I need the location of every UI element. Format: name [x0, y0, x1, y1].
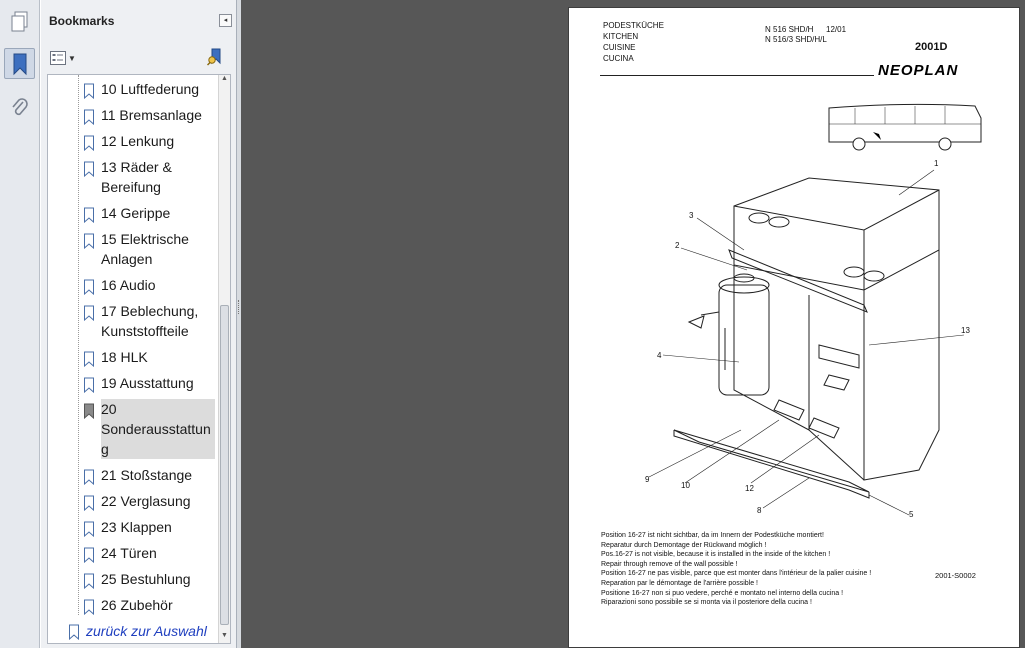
- drawing-number: 2001-S0002: [935, 571, 976, 580]
- callout-8: 8: [757, 506, 762, 515]
- pages-panel-button[interactable]: [4, 6, 35, 37]
- header-title-de: PODESTKÜCHE: [603, 21, 664, 30]
- bookmark-label: 18 HLK: [101, 349, 148, 365]
- splitter-grip: [238, 300, 240, 314]
- bookmark-item[interactable]: [82, 399, 220, 459]
- note-line: Positione 16-27 non si puo vedere, perché e montato nel interno della cucina !: [601, 589, 844, 597]
- bookmarks-icon: [11, 52, 29, 76]
- callout-9: 9: [645, 475, 650, 484]
- notes-block: [601, 531, 921, 608]
- bookmark-item[interactable]: [82, 569, 220, 589]
- header-title-it: CUCINA: [603, 54, 634, 63]
- header-date: 12/01: [826, 25, 847, 34]
- bookmark-label: 21 Stoßstange: [101, 467, 193, 483]
- bookmark-item[interactable]: [82, 347, 220, 367]
- bookmark-icon: [82, 279, 96, 295]
- back-to-selection-link[interactable]: [68, 621, 207, 641]
- options-dropdown-button[interactable]: [50, 50, 76, 66]
- bookmark-item[interactable]: [82, 157, 220, 197]
- bookmark-label: 26 Zubehör: [101, 597, 173, 613]
- bookmark-icon: [68, 624, 80, 640]
- callout-2: 2: [675, 241, 680, 250]
- note-line: Reparation par le démontage de l'arrière possible !: [601, 579, 758, 587]
- scroll-up-icon[interactable]: ▲: [221, 75, 228, 82]
- bookmarks-panel: [41, 0, 237, 648]
- bookmark-item[interactable]: [82, 229, 220, 269]
- note-line: Position 16-27 ne pas visible, parce que est monter dans l'intérieur de la palier cuisine !: [601, 570, 872, 578]
- note-line: Position 16-27 ist nicht sichtbar, da im Innern der Podestküche montiert!: [601, 532, 824, 539]
- bookmark-label: 11 Bremsanlage: [101, 107, 202, 123]
- document-viewer[interactable]: [241, 0, 1025, 648]
- bookmark-icon: [82, 161, 96, 177]
- header-title-block: [603, 20, 664, 64]
- header-rule: [600, 75, 874, 76]
- note-line: Riparazioni sono possibile se si monta via il posteriore della cucina !: [601, 599, 812, 607]
- bookmark-icon: [82, 135, 96, 151]
- callout-13: 13: [961, 326, 970, 335]
- bookmark-label: 14 Gerippe: [101, 205, 171, 221]
- header-title-en: KITCHEN: [603, 32, 639, 41]
- bookmark-icon: [82, 495, 96, 511]
- note-line: Repair through remove of the wall possible !: [601, 560, 738, 568]
- bookmark-label: 12 Lenkung: [101, 133, 175, 149]
- header-title-fr: CUISINE: [603, 43, 636, 52]
- scroll-down-icon[interactable]: ▼: [221, 632, 228, 639]
- note-line: Reparatur durch Demontage der Rückwand möglich !: [601, 541, 767, 549]
- bookmark-label: 15 Elektrische Anlagen: [101, 231, 189, 267]
- attachments-panel-button[interactable]: [4, 92, 35, 123]
- bookmarks-panel-button[interactable]: [4, 48, 35, 79]
- bookmark-label: 22 Verglasung: [101, 493, 191, 509]
- bookmark-icon: [82, 109, 96, 125]
- bookmark-label: 23 Klappen: [101, 519, 172, 535]
- bookmarks-toolbar: [41, 44, 237, 72]
- neoplan-logo: NEOPLAN: [878, 62, 959, 79]
- bookmark-icon: [82, 573, 96, 589]
- scroll-thumb[interactable]: [220, 305, 229, 625]
- bookmark-tree[interactable]: [47, 74, 231, 644]
- bookmark-item[interactable]: [82, 203, 220, 223]
- navigation-pane-strip: [0, 0, 40, 648]
- back-link-label: zurück zur Auswahl: [86, 623, 207, 639]
- bookmark-item[interactable]: [82, 105, 220, 125]
- find-bookmark-button[interactable]: [207, 48, 225, 66]
- bookmark-item[interactable]: [82, 491, 220, 511]
- bookmark-item[interactable]: [82, 517, 220, 537]
- bookmark-label: 16 Audio: [101, 277, 156, 293]
- model-line-1: N 516 SHD/H: [765, 25, 814, 34]
- collapse-panel-button[interactable]: ◂: [219, 14, 232, 27]
- bookmark-label: 17 Beblechung, Kunststoffteile: [101, 303, 199, 339]
- bookmark-icon: [82, 83, 96, 99]
- callout-4: 4: [657, 351, 662, 360]
- bookmark-icon: [82, 547, 96, 563]
- bookmark-label: 20 Sonderausstattung: [101, 399, 215, 459]
- model-line-2: N 516/3 SHD/H/L: [765, 35, 827, 44]
- kitchen-technical-drawing: [629, 100, 989, 520]
- countertop: [734, 178, 939, 290]
- find-bookmark-icon: [207, 48, 225, 66]
- list-options-icon: [50, 51, 66, 65]
- tree-guide-line: [78, 75, 79, 615]
- callout-12: 12: [745, 484, 754, 493]
- bookmarks-scrollbar[interactable]: [218, 75, 230, 643]
- note-line: Pos.16-27 is not visible, because it is installed in the inside of the kitchen !: [601, 551, 831, 559]
- bookmark-item[interactable]: [82, 595, 220, 615]
- bookmark-label: 25 Bestuhlung: [101, 571, 191, 587]
- bookmark-icon: [82, 305, 96, 321]
- bookmark-label: 24 Türen: [101, 545, 157, 561]
- bookmark-icon: [82, 351, 96, 367]
- callout-3: 3: [689, 211, 694, 220]
- bookmark-icon: [82, 521, 96, 537]
- bookmark-icon: [82, 377, 96, 393]
- boiler: [719, 285, 769, 395]
- bookmark-item[interactable]: [82, 275, 220, 295]
- bookmark-item[interactable]: [82, 543, 220, 563]
- bookmark-icon: [82, 403, 96, 419]
- callout-5: 5: [909, 510, 914, 519]
- header-models: [765, 25, 827, 45]
- bookmark-icon: [82, 469, 96, 485]
- bookmark-icon: [82, 233, 96, 249]
- bookmark-label: 13 Räder & Bereifung: [101, 159, 172, 195]
- panel-title: Bookmarks: [49, 14, 115, 28]
- bookmark-label: 19 Ausstattung: [101, 375, 194, 391]
- bookmark-item[interactable]: [82, 301, 220, 341]
- bookmarks-header: [41, 0, 237, 42]
- bookmark-item[interactable]: [82, 465, 220, 485]
- bookmark-item[interactable]: [82, 131, 220, 151]
- bookmark-item[interactable]: [82, 79, 220, 99]
- header-code: 2001D: [915, 41, 948, 53]
- pages-icon: [10, 11, 30, 33]
- callout-10: 10: [681, 481, 690, 490]
- bookmark-icon: [82, 207, 96, 223]
- pdf-page: [568, 7, 1020, 648]
- bookmark-item[interactable]: [82, 373, 220, 393]
- bookmark-label: 10 Luftfederung: [101, 81, 200, 97]
- attachments-icon: [10, 97, 30, 119]
- bookmark-icon: [82, 599, 96, 615]
- callout-1: 1: [934, 159, 939, 168]
- fold-down-tray: [674, 430, 869, 492]
- chevron-down-icon: ▼: [68, 53, 76, 63]
